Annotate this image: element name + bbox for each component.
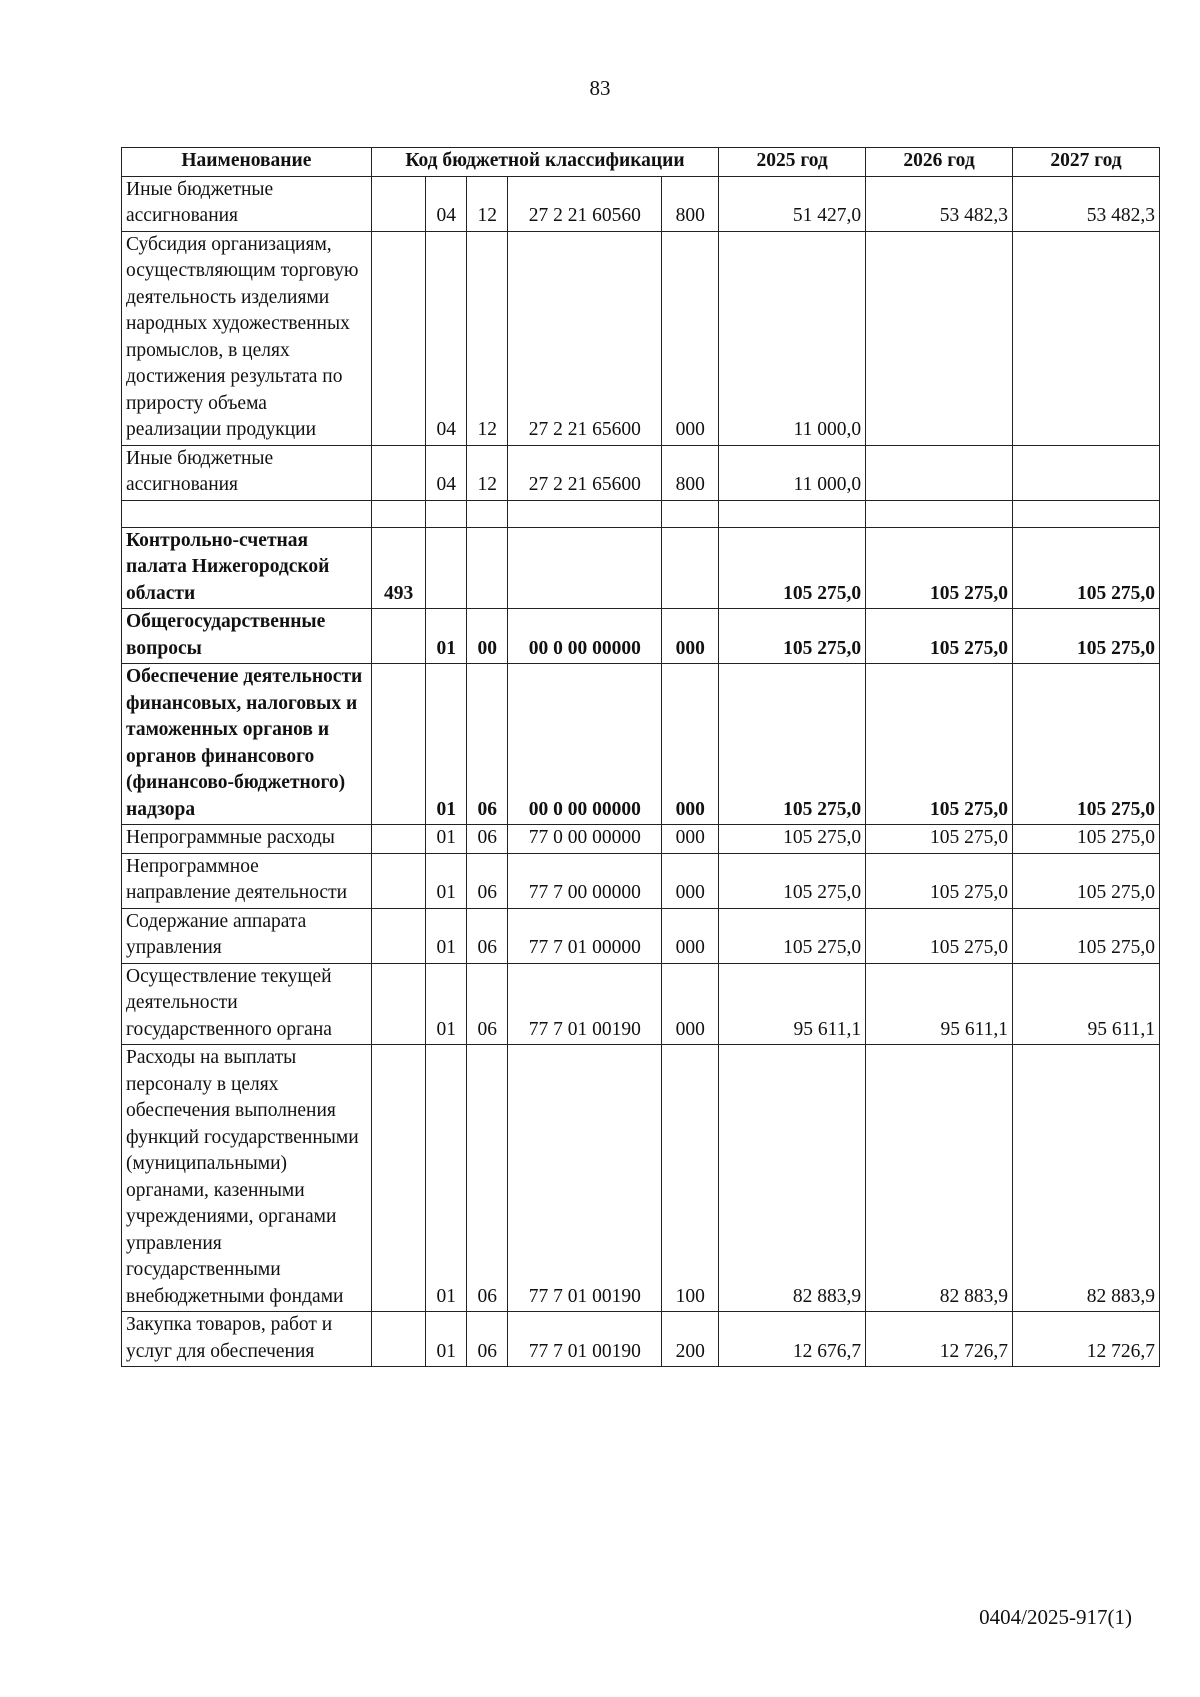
row-pr: 06 <box>467 664 508 825</box>
row-ved: 493 <box>371 527 426 609</box>
row-2027: 53 482,3 <box>1013 176 1160 231</box>
table-row <box>122 908 1160 963</box>
row-2026: 105 275,0 <box>866 825 1013 854</box>
row-2027: 105 275,0 <box>1013 664 1160 825</box>
row-vr: 000 <box>662 609 719 664</box>
row-ved <box>371 963 426 1045</box>
header-row <box>122 148 1160 177</box>
row-name: Непрограммное направление деятельности <box>122 853 372 908</box>
row-name: Общегосударственные вопросы <box>122 609 372 664</box>
row-name: Иные бюджетные ассигнования <box>122 176 372 231</box>
row-vr: 000 <box>662 231 719 445</box>
row-pr: 12 <box>467 176 508 231</box>
row-name: Закупка товаров, работ и услуг для обеспечения <box>122 1312 372 1367</box>
row-vr: 800 <box>662 445 719 500</box>
row-csr: 77 7 00 00000 <box>508 853 662 908</box>
row-2027: 105 275,0 <box>1013 825 1160 854</box>
row-2026: 53 482,3 <box>866 176 1013 231</box>
budget-table <box>121 147 1160 1367</box>
row-2027: 95 611,1 <box>1013 963 1160 1045</box>
row-csr: 77 7 01 00190 <box>508 963 662 1045</box>
row-2026: 105 275,0 <box>866 853 1013 908</box>
row-pr <box>467 527 508 609</box>
row-2025: 11 000,0 <box>719 445 866 500</box>
header-2027: 2027 год <box>1013 148 1160 177</box>
row-2026: 105 275,0 <box>866 664 1013 825</box>
row-name: Контрольно-счетная палата Нижегородской области <box>122 527 372 609</box>
table-row <box>122 609 1160 664</box>
row-2027: 105 275,0 <box>1013 527 1160 609</box>
document-code: 0404/2025-917(1) <box>979 1605 1132 1629</box>
row-2026 <box>866 231 1013 445</box>
row-csr: 27 2 21 60560 <box>508 176 662 231</box>
row-csr: 27 2 21 65600 <box>508 231 662 445</box>
row-rz: 01 <box>426 609 467 664</box>
row-2027: 105 275,0 <box>1013 853 1160 908</box>
row-csr: 27 2 21 65600 <box>508 445 662 500</box>
row-vr: 000 <box>662 963 719 1045</box>
row-rz: 04 <box>426 176 467 231</box>
row-vr: 200 <box>662 1312 719 1367</box>
row-2026: 82 883,9 <box>866 1045 1013 1312</box>
header-name: Наименование <box>122 148 372 177</box>
row-csr <box>508 527 662 609</box>
row-pr: 06 <box>467 825 508 854</box>
row-2025: 105 275,0 <box>719 908 866 963</box>
row-csr: 00 0 00 00000 <box>508 664 662 825</box>
table-row <box>122 176 1160 231</box>
row-2026: 95 611,1 <box>866 963 1013 1045</box>
row-pr: 12 <box>467 445 508 500</box>
row-2025: 12 676,7 <box>719 1312 866 1367</box>
spacer-row <box>122 500 1160 527</box>
row-rz: 04 <box>426 231 467 445</box>
row-rz <box>426 527 467 609</box>
row-name: Субсидия организациям, осуществляющим торговую деятельность изделиями народных художественных промыслов, в целях достижения результата по приросту объема реализации продукции <box>122 231 372 445</box>
row-pr: 00 <box>467 609 508 664</box>
row-csr: 00 0 00 00000 <box>508 609 662 664</box>
row-rz: 01 <box>426 825 467 854</box>
table-row <box>122 231 1160 445</box>
row-name: Обеспечение деятельности финансовых, налоговых и таможенных органов и органов финансового (финансово-бюджетного) надзора <box>122 664 372 825</box>
row-2027: 12 726,7 <box>1013 1312 1160 1367</box>
row-vr: 000 <box>662 664 719 825</box>
row-2025: 105 275,0 <box>719 825 866 854</box>
row-2027: 105 275,0 <box>1013 609 1160 664</box>
table-row <box>122 445 1160 500</box>
row-name: Содержание аппарата управления <box>122 908 372 963</box>
row-2025: 82 883,9 <box>719 1045 866 1312</box>
header-2025: 2025 год <box>719 148 866 177</box>
row-pr: 06 <box>467 1312 508 1367</box>
table-row <box>122 853 1160 908</box>
row-name: Непрограммные расходы <box>122 825 372 854</box>
row-ved <box>371 664 426 825</box>
row-ved <box>371 825 426 854</box>
row-2026 <box>866 445 1013 500</box>
row-2027: 105 275,0 <box>1013 908 1160 963</box>
table-row <box>122 1312 1160 1367</box>
row-rz: 01 <box>426 963 467 1045</box>
row-ved <box>371 609 426 664</box>
row-2025: 105 275,0 <box>719 609 866 664</box>
row-vr: 800 <box>662 176 719 231</box>
row-pr: 06 <box>467 1045 508 1312</box>
table-row <box>122 527 1160 609</box>
row-vr: 000 <box>662 825 719 854</box>
row-2025: 11 000,0 <box>719 231 866 445</box>
header-2026: 2026 год <box>866 148 1013 177</box>
page-number: 83 <box>589 76 611 100</box>
row-ved <box>371 1312 426 1367</box>
row-pr: 06 <box>467 853 508 908</box>
row-rz: 01 <box>426 853 467 908</box>
row-rz: 01 <box>426 908 467 963</box>
row-csr: 77 7 01 00190 <box>508 1045 662 1312</box>
row-vr: 000 <box>662 853 719 908</box>
row-rz: 01 <box>426 1045 467 1312</box>
table-row <box>122 1045 1160 1312</box>
row-2026: 105 275,0 <box>866 609 1013 664</box>
row-2025: 95 611,1 <box>719 963 866 1045</box>
row-vr: 000 <box>662 908 719 963</box>
row-2026: 105 275,0 <box>866 908 1013 963</box>
row-2025: 51 427,0 <box>719 176 866 231</box>
row-pr: 12 <box>467 231 508 445</box>
row-2025: 105 275,0 <box>719 853 866 908</box>
row-vr <box>662 527 719 609</box>
row-name: Расходы на выплаты персоналу в целях обеспечения выполнения функций государственными (муниципальными) органами, казенными учреждениями, органами управления государственными внебюджетными фондами <box>122 1045 372 1312</box>
row-ved <box>371 231 426 445</box>
row-ved <box>371 908 426 963</box>
header-code: Код бюджетной классификации <box>371 148 718 177</box>
row-rz: 01 <box>426 664 467 825</box>
row-2026: 12 726,7 <box>866 1312 1013 1367</box>
row-ved <box>371 853 426 908</box>
table-row <box>122 664 1160 825</box>
row-2027 <box>1013 231 1160 445</box>
row-vr: 100 <box>662 1045 719 1312</box>
row-ved <box>371 1045 426 1312</box>
row-2025: 105 275,0 <box>719 664 866 825</box>
row-2027: 82 883,9 <box>1013 1045 1160 1312</box>
row-pr: 06 <box>467 908 508 963</box>
row-csr: 77 0 00 00000 <box>508 825 662 854</box>
row-2026: 105 275,0 <box>866 527 1013 609</box>
row-csr: 77 7 01 00000 <box>508 908 662 963</box>
row-csr: 77 7 01 00190 <box>508 1312 662 1367</box>
row-2025: 105 275,0 <box>719 527 866 609</box>
row-ved <box>371 445 426 500</box>
row-ved <box>371 176 426 231</box>
row-name: Осуществление текущей деятельности государственного органа <box>122 963 372 1045</box>
table-row <box>122 825 1160 854</box>
row-pr: 06 <box>467 963 508 1045</box>
row-rz: 01 <box>426 1312 467 1367</box>
row-name: Иные бюджетные ассигнования <box>122 445 372 500</box>
row-2027 <box>1013 445 1160 500</box>
row-rz: 04 <box>426 445 467 500</box>
table-row <box>122 963 1160 1045</box>
